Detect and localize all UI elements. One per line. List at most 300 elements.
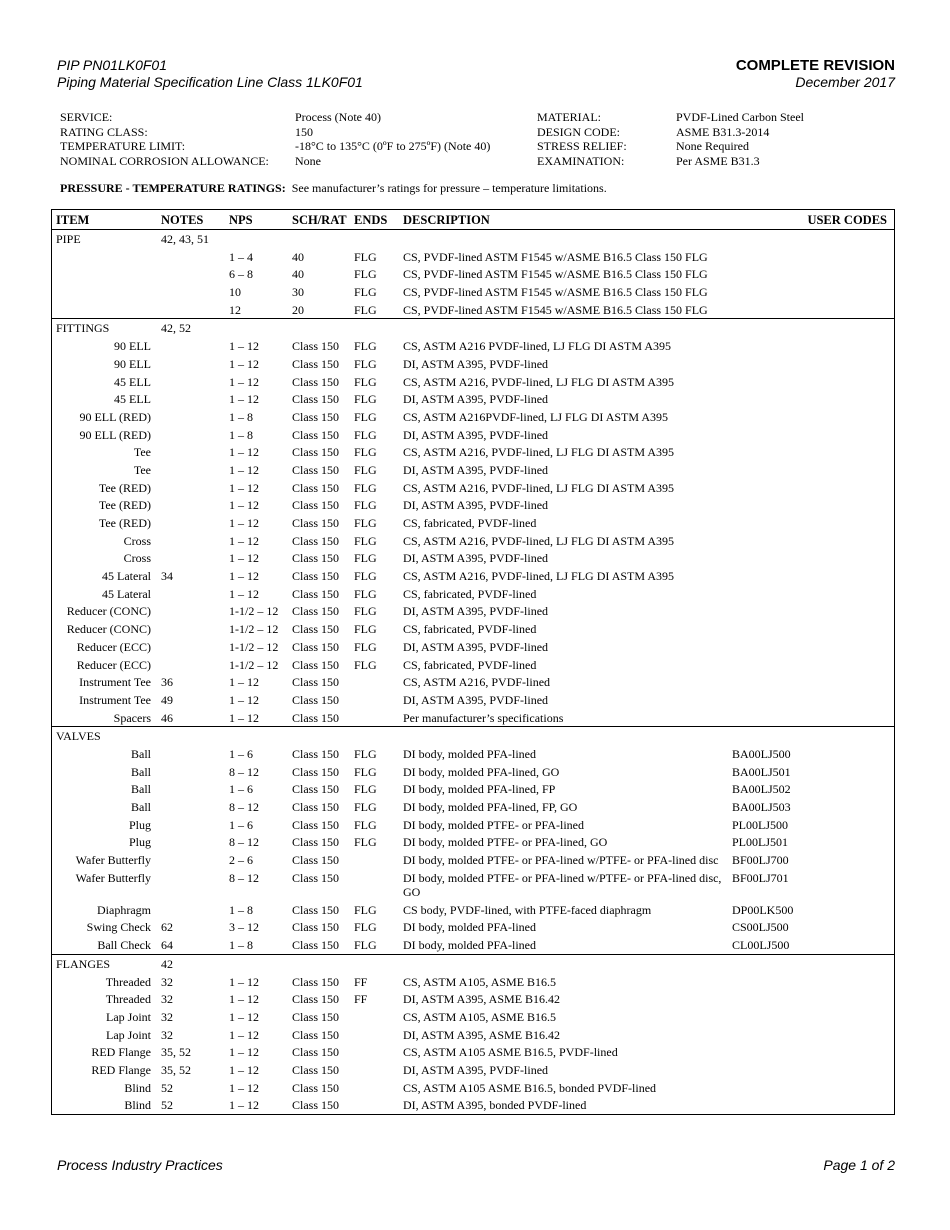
stress-relief-label: STRESS RELIEF: bbox=[537, 139, 627, 153]
table-row bbox=[52, 337, 894, 355]
table-row bbox=[52, 461, 894, 479]
row-sch-rat: Class 150 bbox=[292, 551, 340, 566]
row-description: DI body, molded PTFE- or PFA-lined w/PTFE- or PFA-lined disc bbox=[403, 853, 719, 868]
row-sch-rat: Class 150 bbox=[292, 1045, 340, 1060]
section-title: FITTINGS bbox=[56, 321, 110, 336]
row-description: CS, fabricated, PVDF-lined bbox=[403, 516, 537, 530]
row-nps: 10 bbox=[229, 285, 241, 300]
row-nps: 1-1/2 – 12 bbox=[229, 622, 279, 637]
row-ends: FLG bbox=[354, 551, 377, 566]
service-labels-left bbox=[60, 110, 269, 168]
row-nps: 1 – 12 bbox=[229, 692, 259, 707]
row-user-code: BA00LJ500 bbox=[732, 746, 791, 761]
row-nps: 1 – 12 bbox=[229, 392, 259, 407]
row-nps: 3 – 12 bbox=[229, 920, 259, 935]
row-notes: 32 bbox=[161, 1027, 173, 1042]
row-nps: 12 bbox=[229, 302, 241, 317]
row-item: 45 ELL bbox=[114, 374, 151, 389]
row-ends: FLG bbox=[354, 516, 377, 530]
row-nps: 1 – 12 bbox=[229, 1045, 259, 1060]
row-description: CS, fabricated, PVDF-lined bbox=[403, 622, 537, 637]
row-nps: 1-1/2 – 12 bbox=[229, 657, 279, 672]
table-row bbox=[52, 918, 894, 936]
row-item: 90 ELL (RED) bbox=[79, 427, 151, 442]
row-nps: 1 – 12 bbox=[229, 675, 259, 690]
row-ends: FLG bbox=[354, 746, 377, 761]
header-sch-rat: SCH/RAT bbox=[292, 213, 347, 227]
row-sch-rat: Class 150 bbox=[292, 1009, 340, 1024]
service-label: SERVICE: bbox=[60, 110, 113, 124]
row-user-code: BA00LJ502 bbox=[732, 782, 791, 797]
row-notes: 52 bbox=[161, 1080, 173, 1095]
row-item: Tee bbox=[133, 445, 151, 460]
row-description: CS, ASTM A216, PVDF-lined, LJ FLG DI ASTM A395 bbox=[403, 480, 675, 495]
row-item: Ball bbox=[131, 800, 151, 814]
row-description: DI body, molded PTFE- or PFA-lined w/PTFE- or PFA-lined disc, GO bbox=[403, 870, 722, 899]
row-nps: 1 – 12 bbox=[229, 462, 259, 477]
pressure-temperature-text: See manufacturer’s ratings for pressure – temperature limitations. bbox=[291, 181, 607, 195]
row-nps: 1 – 12 bbox=[229, 339, 259, 354]
row-user-code: CL00LJ500 bbox=[732, 938, 790, 953]
row-sch-rat: Class 150 bbox=[292, 1027, 340, 1042]
row-sch-rat: Class 150 bbox=[292, 480, 340, 495]
row-sch-rat: Class 150 bbox=[292, 604, 340, 619]
row-sch-rat: 20 bbox=[292, 302, 304, 317]
temperature-limit-label: TEMPERATURE LIMIT: bbox=[60, 139, 186, 153]
row-ends: FLG bbox=[354, 817, 377, 832]
row-description: DI, ASTM A395, PVDF-lined bbox=[403, 692, 549, 707]
row-sch-rat: 30 bbox=[292, 285, 304, 300]
row-sch-rat: Class 150 bbox=[292, 870, 340, 885]
row-sch-rat: Class 150 bbox=[292, 853, 340, 868]
row-ends: FLG bbox=[354, 920, 377, 935]
row-notes: 34 bbox=[161, 569, 173, 584]
row-item: RED Flange bbox=[91, 1045, 151, 1060]
row-item: Cross bbox=[123, 533, 151, 548]
row-nps: 1 – 12 bbox=[229, 480, 259, 495]
table-row bbox=[52, 426, 894, 444]
row-ends: FLG bbox=[354, 374, 377, 389]
row-notes: 64 bbox=[161, 938, 173, 953]
row-description: DI body, molded PFA-lined, FP bbox=[403, 782, 556, 797]
row-ends: FLG bbox=[354, 604, 377, 619]
row-item: 45 Lateral bbox=[102, 569, 151, 584]
row-item: Instrument Tee bbox=[79, 692, 151, 707]
row-sch-rat: Class 150 bbox=[292, 974, 340, 989]
row-notes: 49 bbox=[161, 692, 173, 707]
row-item: Reducer (CONC) bbox=[66, 604, 151, 619]
row-description: DI, ASTM A395, PVDF-lined bbox=[403, 392, 549, 407]
row-notes: 32 bbox=[161, 1009, 173, 1024]
table-row bbox=[52, 673, 894, 691]
row-sch-rat: Class 150 bbox=[292, 639, 340, 654]
row-sch-rat: Class 150 bbox=[292, 1098, 340, 1113]
row-sch-rat: Class 150 bbox=[292, 692, 340, 707]
table-row bbox=[52, 602, 894, 620]
row-item: Blind bbox=[124, 1080, 151, 1095]
table-row bbox=[52, 1026, 894, 1044]
row-sch-rat: Class 150 bbox=[292, 516, 340, 530]
row-nps: 1 – 12 bbox=[229, 710, 259, 725]
row-description: CS, ASTM A105, ASME B16.5 bbox=[403, 1009, 557, 1024]
footer-publisher: Process Industry Practices bbox=[57, 1157, 223, 1173]
row-item: Lap Joint bbox=[106, 1009, 151, 1024]
row-sch-rat: Class 150 bbox=[292, 392, 340, 407]
row-description: DI body, molded PFA-lined bbox=[403, 920, 536, 935]
row-nps: 1 – 12 bbox=[229, 569, 259, 584]
row-ends: FLG bbox=[354, 339, 377, 354]
document-header-right bbox=[736, 57, 895, 91]
row-user-code: BA00LJ501 bbox=[732, 764, 791, 779]
piping-spec-table bbox=[51, 209, 895, 1115]
row-sch-rat: Class 150 bbox=[292, 902, 340, 917]
design-code-label: DESIGN CODE: bbox=[537, 124, 620, 139]
row-ends: FLG bbox=[354, 639, 377, 654]
row-item: Ball bbox=[131, 746, 151, 761]
row-nps: 8 – 12 bbox=[229, 870, 259, 885]
table-row bbox=[52, 514, 894, 532]
row-item: Plug bbox=[128, 835, 151, 850]
footer-page-number: Page 1 of 2 bbox=[823, 1157, 895, 1173]
row-sch-rat: Class 150 bbox=[292, 1062, 340, 1077]
row-description: DI, ASTM A395, bonded PVDF-lined bbox=[403, 1098, 587, 1113]
row-description: DI, ASTM A395, PVDF-lined bbox=[403, 356, 549, 371]
row-sch-rat: Class 150 bbox=[292, 622, 340, 637]
table-row bbox=[52, 901, 894, 919]
row-nps: 1 – 8 bbox=[229, 902, 253, 917]
section-flanges bbox=[52, 955, 894, 1114]
rating-class-label: RATING CLASS: bbox=[60, 124, 148, 139]
row-item: Threaded bbox=[105, 992, 151, 1007]
row-nps: 1 – 12 bbox=[229, 356, 259, 371]
section-title: VALVES bbox=[56, 729, 101, 744]
corrosion-allowance-value: None bbox=[295, 153, 321, 168]
row-notes: 46 bbox=[161, 710, 173, 725]
table-row bbox=[52, 745, 894, 763]
pressure-temperature-note bbox=[60, 181, 607, 196]
row-ends: FLG bbox=[354, 569, 377, 584]
row-sch-rat: Class 150 bbox=[292, 462, 340, 477]
row-nps: 1 – 12 bbox=[229, 445, 259, 460]
table-row bbox=[52, 567, 894, 585]
row-description: DI, ASTM A395, PVDF-lined bbox=[403, 462, 549, 477]
row-description: CS, PVDF-lined ASTM F1545 w/ASME B16.5 Class 150 FLG bbox=[403, 285, 708, 300]
row-description: CS, ASTM A105 ASME B16.5, bonded PVDF-lined bbox=[403, 1080, 657, 1095]
table-row bbox=[52, 585, 894, 603]
row-sch-rat: Class 150 bbox=[292, 817, 340, 832]
table-row bbox=[52, 763, 894, 781]
section-title-row bbox=[52, 319, 894, 337]
row-description: CS, ASTM A105 ASME B16.5, PVDF-lined bbox=[403, 1045, 618, 1060]
row-description: CS, PVDF-lined ASTM F1545 w/ASME B16.5 Class 150 FLG bbox=[403, 302, 708, 317]
row-description: CS, PVDF-lined ASTM F1545 w/ASME B16.5 Class 150 FLG bbox=[403, 267, 708, 282]
row-ends: FLG bbox=[354, 498, 377, 513]
row-notes: 36 bbox=[161, 675, 173, 690]
row-item: Spacers bbox=[113, 710, 151, 725]
row-description: DI, ASTM A395, PVDF-lined bbox=[403, 427, 549, 442]
table-row bbox=[52, 283, 894, 301]
row-description: CS, ASTM A216, PVDF-lined, LJ FLG DI ASTM A395 bbox=[403, 374, 675, 389]
row-sch-rat: 40 bbox=[292, 267, 304, 282]
table-row bbox=[52, 265, 894, 283]
row-description: DI, ASTM A395, PVDF-lined bbox=[403, 498, 549, 513]
rating-class-value: 150 bbox=[295, 124, 313, 139]
table-row bbox=[52, 443, 894, 461]
row-nps: 1 – 12 bbox=[229, 974, 259, 989]
row-nps: 1-1/2 – 12 bbox=[229, 604, 279, 619]
row-description: DI, ASTM A395, PVDF-lined bbox=[403, 604, 549, 619]
section-pipe bbox=[52, 230, 894, 319]
row-sch-rat: Class 150 bbox=[292, 782, 340, 797]
row-nps: 1 – 8 bbox=[229, 409, 253, 424]
row-ends: FLG bbox=[354, 835, 377, 850]
row-description: CS, fabricated, PVDF-lined bbox=[403, 657, 537, 672]
stress-relief-value: None Required bbox=[676, 139, 749, 153]
design-code-value: ASME B31.3-2014 bbox=[676, 124, 770, 139]
row-nps: 8 – 12 bbox=[229, 800, 259, 814]
row-ends: FLG bbox=[354, 249, 377, 264]
row-ends: FLG bbox=[354, 285, 377, 300]
row-notes: 35, 52 bbox=[161, 1062, 191, 1077]
row-description: DI, ASTM A395, PVDF-lined bbox=[403, 1062, 549, 1077]
row-notes: 32 bbox=[161, 974, 173, 989]
table-row bbox=[52, 248, 894, 266]
row-nps: 1 – 12 bbox=[229, 1027, 259, 1042]
row-user-code: PL00LJ500 bbox=[732, 817, 789, 832]
corrosion-allowance-label: NOMINAL CORROSION ALLOWANCE: bbox=[60, 153, 269, 168]
row-description: DI body, molded PFA-lined bbox=[403, 746, 536, 761]
row-item: Swing Check bbox=[86, 920, 151, 935]
row-nps: 1 – 12 bbox=[229, 374, 259, 389]
table-row bbox=[52, 709, 894, 727]
row-user-code: BF00LJ701 bbox=[732, 870, 789, 885]
table-row bbox=[52, 798, 894, 816]
row-ends: FLG bbox=[354, 480, 377, 495]
row-item: RED Flange bbox=[91, 1062, 151, 1077]
row-nps: 6 – 8 bbox=[229, 267, 253, 282]
row-user-code: DP00LK500 bbox=[732, 902, 794, 917]
row-item: Tee (RED) bbox=[98, 498, 151, 513]
service-values-right bbox=[676, 110, 804, 168]
row-ends: FLG bbox=[354, 657, 377, 672]
row-user-code: BA00LJ503 bbox=[732, 800, 791, 814]
table-row bbox=[52, 549, 894, 567]
row-item: Tee bbox=[133, 462, 151, 477]
header-nps: NPS bbox=[229, 213, 253, 227]
service-value: Process (Note 40) bbox=[295, 110, 381, 124]
row-ends: FLG bbox=[354, 902, 377, 917]
table-row bbox=[52, 1096, 894, 1114]
row-sch-rat: Class 150 bbox=[292, 339, 340, 354]
table-row bbox=[52, 869, 894, 901]
row-sch-rat: Class 150 bbox=[292, 533, 340, 548]
table-row bbox=[52, 532, 894, 550]
row-sch-rat: Class 150 bbox=[292, 710, 340, 725]
row-nps: 1 – 12 bbox=[229, 1098, 259, 1113]
section-notes: 42 bbox=[161, 956, 173, 971]
table-header bbox=[52, 210, 894, 230]
material-value: PVDF-Lined Carbon Steel bbox=[676, 110, 804, 124]
table-row bbox=[52, 390, 894, 408]
row-item: Reducer (CONC) bbox=[66, 622, 151, 637]
row-nps: 8 – 12 bbox=[229, 835, 259, 850]
row-item: Lap Joint bbox=[106, 1027, 151, 1042]
table-row bbox=[52, 620, 894, 638]
row-notes: 35, 52 bbox=[161, 1045, 191, 1060]
row-description: CS, ASTM A216 PVDF-lined, LJ FLG DI ASTM A395 bbox=[403, 339, 672, 354]
row-nps: 1 – 12 bbox=[229, 533, 259, 548]
row-sch-rat: Class 150 bbox=[292, 1080, 340, 1095]
table-row bbox=[52, 1079, 894, 1097]
row-sch-rat: Class 150 bbox=[292, 569, 340, 584]
row-description: CS, ASTM A216, PVDF-lined, LJ FLG DI ASTM A395 bbox=[403, 445, 675, 460]
row-nps: 1 – 6 bbox=[229, 746, 253, 761]
row-description: DI body, molded PFA-lined, GO bbox=[403, 764, 560, 779]
document-title: Piping Material Specification Line Class 1LK0F01 bbox=[57, 74, 363, 90]
row-item: Tee (RED) bbox=[98, 480, 151, 495]
row-item: Reducer (ECC) bbox=[76, 657, 151, 672]
row-sch-rat: Class 150 bbox=[292, 920, 340, 935]
row-nps: 1 – 12 bbox=[229, 1062, 259, 1077]
row-sch-rat: 40 bbox=[292, 249, 304, 264]
row-ends: FF bbox=[354, 992, 368, 1007]
material-label: MATERIAL: bbox=[537, 110, 601, 124]
row-description: CS, PVDF-lined ASTM F1545 w/ASME B16.5 Class 150 FLG bbox=[403, 249, 708, 264]
row-item: Blind bbox=[124, 1098, 151, 1113]
row-ends: FLG bbox=[354, 409, 377, 424]
row-sch-rat: Class 150 bbox=[292, 835, 340, 850]
table-row bbox=[52, 301, 894, 319]
examination-label: EXAMINATION: bbox=[537, 153, 625, 168]
table-row bbox=[52, 990, 894, 1008]
section-valves bbox=[52, 727, 894, 955]
table-row bbox=[52, 373, 894, 391]
row-ends: FLG bbox=[354, 938, 377, 953]
row-description: DI, ASTM A395, ASME B16.42 bbox=[403, 992, 561, 1007]
row-description: CS, ASTM A105, ASME B16.5 bbox=[403, 974, 557, 989]
row-item: Ball bbox=[131, 764, 151, 779]
row-notes: 32 bbox=[161, 992, 173, 1007]
row-item: Instrument Tee bbox=[79, 675, 151, 690]
row-description: DI, ASTM A395, PVDF-lined bbox=[403, 551, 549, 566]
row-ends: FLG bbox=[354, 764, 377, 779]
table-row bbox=[52, 833, 894, 851]
section-notes: 42, 43, 51 bbox=[161, 232, 209, 246]
revision-label: COMPLETE REVISION bbox=[735, 57, 895, 74]
row-item: 90 ELL bbox=[114, 356, 151, 371]
row-sch-rat: Class 150 bbox=[292, 586, 340, 601]
row-item: 45 Lateral bbox=[102, 586, 151, 601]
row-item: Plug bbox=[128, 817, 151, 832]
row-ends: FLG bbox=[354, 622, 377, 637]
revision-date: December 2017 bbox=[795, 74, 895, 90]
row-nps: 1 – 12 bbox=[229, 551, 259, 566]
row-nps: 1 – 12 bbox=[229, 1009, 259, 1024]
document-id: PIP PN01LK0F01 bbox=[57, 57, 167, 73]
section-title-row bbox=[52, 727, 894, 745]
row-description: CS, ASTM A216PVDF-lined, LJ FLG DI ASTM A395 bbox=[403, 409, 669, 424]
row-ends: FLG bbox=[354, 782, 377, 797]
row-sch-rat: Class 150 bbox=[292, 445, 340, 460]
header-ends: ENDS bbox=[354, 213, 388, 227]
row-description: CS, ASTM A216, PVDF-lined, LJ FLG DI ASTM A395 bbox=[403, 533, 675, 548]
row-description: DI body, molded PFA-lined, FP, GO bbox=[403, 800, 578, 814]
row-nps: 1 – 12 bbox=[229, 498, 259, 513]
row-sch-rat: Class 150 bbox=[292, 992, 340, 1007]
row-nps: 1 – 12 bbox=[229, 992, 259, 1007]
row-nps: 1 – 12 bbox=[229, 516, 259, 530]
row-ends: FLG bbox=[354, 462, 377, 477]
table-row bbox=[52, 1061, 894, 1079]
row-user-code: PL00LJ501 bbox=[732, 835, 789, 850]
header-item: ITEM bbox=[56, 213, 90, 227]
row-item: 45 ELL bbox=[114, 392, 151, 407]
table-row bbox=[52, 1008, 894, 1026]
row-nps: 8 – 12 bbox=[229, 764, 259, 779]
row-ends: FLG bbox=[354, 302, 377, 317]
section-title-row bbox=[52, 955, 894, 973]
table-row bbox=[52, 973, 894, 991]
row-description: CS body, PVDF-lined, with PTFE-faced diaphragm bbox=[403, 902, 652, 917]
table-row bbox=[52, 355, 894, 373]
row-sch-rat: Class 150 bbox=[292, 427, 340, 442]
pressure-temperature-label: PRESSURE - TEMPERATURE RATINGS: bbox=[60, 181, 286, 195]
table-row bbox=[52, 816, 894, 834]
examination-value: Per ASME B31.3 bbox=[676, 153, 760, 168]
row-ends: FLG bbox=[354, 586, 377, 601]
row-nps: 1 – 12 bbox=[229, 1080, 259, 1095]
table-row bbox=[52, 638, 894, 656]
row-description: Per manufacturer’s specifications bbox=[403, 710, 564, 725]
row-sch-rat: Class 150 bbox=[292, 657, 340, 672]
table-row bbox=[52, 408, 894, 426]
section-title: FLANGES bbox=[56, 956, 111, 971]
row-ends: FLG bbox=[354, 427, 377, 442]
table-row bbox=[52, 936, 894, 954]
table-row bbox=[52, 780, 894, 798]
section-notes: 42, 52 bbox=[161, 321, 191, 336]
row-ends: FLG bbox=[354, 800, 377, 814]
row-user-code: BF00LJ700 bbox=[732, 853, 789, 868]
table-row bbox=[52, 851, 894, 869]
row-item: 90 ELL (RED) bbox=[79, 409, 151, 424]
table-row bbox=[52, 691, 894, 709]
row-ends: FLG bbox=[354, 533, 377, 548]
section-title-row bbox=[52, 230, 894, 248]
section-title: PIPE bbox=[56, 232, 81, 246]
row-sch-rat: Class 150 bbox=[292, 675, 340, 690]
row-item: Tee (RED) bbox=[98, 516, 151, 530]
header-notes: NOTES bbox=[161, 213, 204, 227]
row-nps: 2 – 6 bbox=[229, 853, 253, 868]
row-sch-rat: Class 150 bbox=[292, 800, 340, 814]
row-ends: FLG bbox=[354, 445, 377, 460]
table-row bbox=[52, 656, 894, 674]
row-item: Diaphragm bbox=[97, 902, 151, 917]
table-row bbox=[52, 479, 894, 497]
service-labels-right bbox=[537, 110, 627, 168]
row-description: DI body, molded PFA-lined bbox=[403, 938, 536, 953]
row-ends: FF bbox=[354, 974, 368, 989]
row-item: Reducer (ECC) bbox=[76, 639, 151, 654]
row-sch-rat: Class 150 bbox=[292, 938, 340, 953]
row-nps: 1 – 12 bbox=[229, 586, 259, 601]
row-nps: 1 – 6 bbox=[229, 817, 253, 832]
row-ends: FLG bbox=[354, 392, 377, 407]
row-notes: 62 bbox=[161, 920, 173, 935]
row-item: Cross bbox=[123, 551, 151, 566]
row-nps: 1 – 8 bbox=[229, 938, 253, 953]
